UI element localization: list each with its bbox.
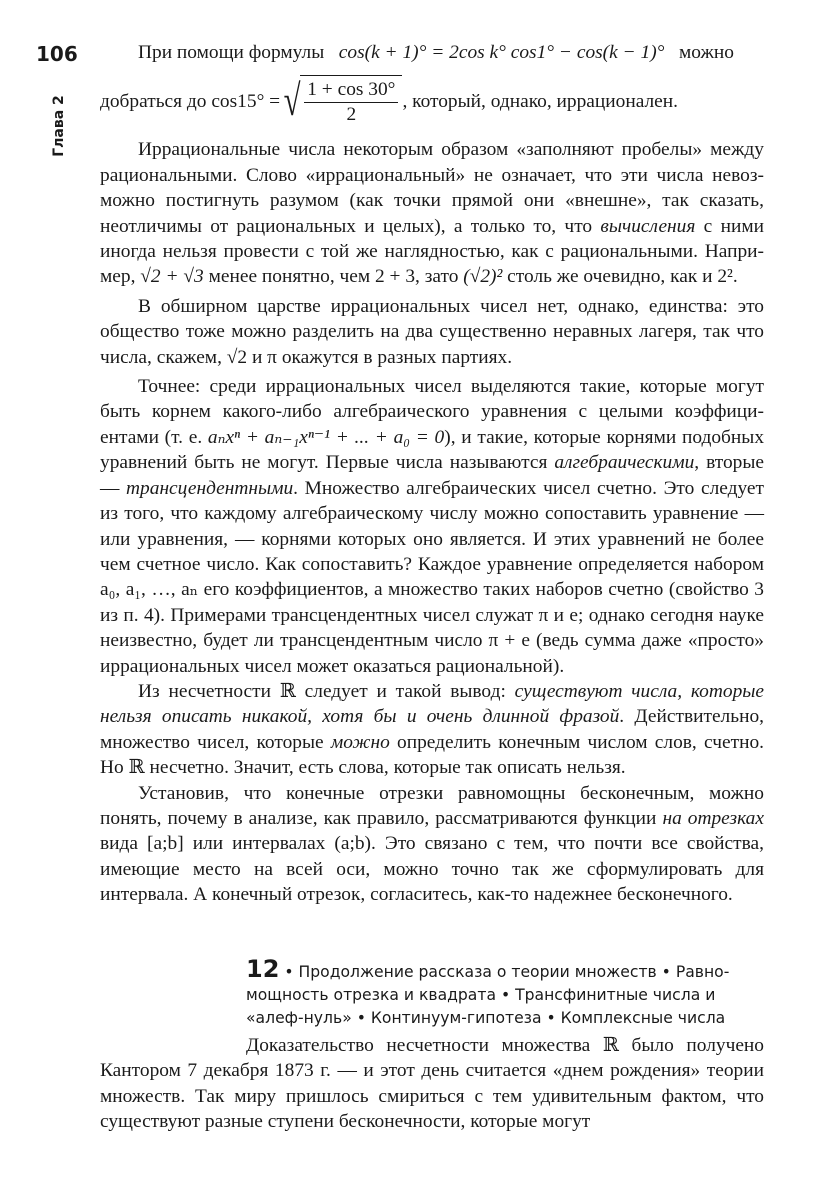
p6-text-a: Установив, что конечные отрезки равномощны бесконечным, можно понять, почему в анализе, как правило, рассматриваются функции bbox=[100, 782, 764, 829]
paragraph-irrational-kingdom: В обширном царстве иррациональных чисел нет, однако, единства: это общество тоже можно разделить на два существенно неравных лагеря, так что числа, скажем, √2 и π окажутся в разных партиях. bbox=[100, 295, 764, 368]
p5-text-b: . Действительно, множество чисел, которые bbox=[100, 706, 765, 753]
polynomial-equation: aₙxⁿ + aₙ₋₁xⁿ⁻¹ + ... + a₀ = 0 bbox=[207, 426, 445, 448]
body-text bbox=[100, 40, 764, 908]
paragraph-irrational-gaps bbox=[100, 137, 764, 289]
paragraph-cantor-proof: Доказательство несчетности множества ℝ было получено Кантором 7 декабря 1873 г. — и этот день считается «днем рождения» теории множеств. Так миру пришлось смириться с тем удивительным фактом, что существуют разные ступени бесконечности, которые могут bbox=[100, 1035, 764, 1133]
section-title: • Продолжение рассказа о теории множеств • Равномощность отрезка и квадрата • Трансфинитные числа и «алеф-нуль» • Континуум-гипотеза • Комплексные числа bbox=[246, 963, 730, 1027]
fraction bbox=[304, 78, 398, 127]
p2-text-b: с ними иногда нельзя провести с той же наглядностью, как с рациональными. Например, bbox=[100, 215, 764, 288]
section-number: 12 bbox=[246, 955, 280, 983]
p4-text-c: , вторые — bbox=[100, 452, 764, 499]
p4-text-a: Точнее: среди иррациональных чисел выделяются такие, которые могут быть корнем какого-либо алгебраического уравнения с целыми коэффициентами (т. е. bbox=[100, 376, 764, 448]
section-body-text bbox=[100, 1033, 764, 1135]
p5-emphasis-can: можно bbox=[330, 731, 390, 753]
p2-emphasis: вычисления bbox=[600, 215, 696, 237]
radical-sign: √ bbox=[283, 76, 301, 126]
term-algebraic: алгебраическими bbox=[554, 452, 695, 474]
formula-intro-text: При помощи формулы bbox=[138, 42, 325, 63]
cos15-formula-line bbox=[100, 65, 764, 137]
p2-text-a: Иррациональные числа некоторым образом «заполняют пробелы» между рациональными. Слово «иррациональный» не означает, что эти числа невозможно постигнуть разумом (как точки прямой они «внешне», так сказать, неотличимы от рациональных и целых), а только то, что bbox=[100, 139, 764, 237]
p2-text-d: столь же очевидно, как и 2². bbox=[502, 266, 738, 288]
square-root-fraction bbox=[280, 75, 402, 127]
page-number: 106 bbox=[36, 42, 78, 66]
p6-text-b: вида [a;b] или интервалах (a;b). Это связано с тем, что почти все свойства, имеющие место на всей оси, можно точно так же сформулировать для интервала. А конечный отрезок, согласитесь, как-то надежнее бесконечного. bbox=[100, 833, 764, 906]
p4-text-d: . Множество алгебраических чисел счетно. Это следует из того, что каждому алгебраическому числу можно сопоставить уравнение — или уравнения, — корнями которых оно является. И этих уравнений не более чем счетное число. Как сопоставить? Каждое уравнение определяется набором a₀, a₁, …, aₙ его коэффициентов, а множество таких наборов счетно (свойство 3 из п. 4). Примерами трансцендентных чисел служат π и e; однако сегодня науке неизвестно, будет ли трансцендентным число π + e (ведь сумма даже «просто» иррациональных чисел может оказаться рациональной). bbox=[100, 477, 764, 677]
p5-text-c: определить конечным числом слов, счетно. Но ℝ несчетно. Значит, есть слова, которые так описать нельзя. bbox=[100, 731, 764, 779]
p4-text-b: ), и такие, которые корнями подобных уравнений быть не могут. Первые числа называются bbox=[100, 426, 765, 474]
paragraph-segments-intervals bbox=[100, 781, 764, 908]
paragraph-formula-intro bbox=[100, 40, 764, 65]
fraction-numerator: 1 + cos 30° bbox=[304, 78, 398, 103]
cosine-recurrence-formula: cos(k + 1)° = 2cos k° cos1° − cos(k − 1)° bbox=[338, 42, 665, 63]
term-transcendental: трансцендентными bbox=[126, 477, 294, 499]
cos15-trail-text: , который, однако, иррационален. bbox=[402, 90, 679, 112]
paragraph-algebraic-transcendental bbox=[100, 374, 764, 679]
p2-text-c: менее понятно, чем 2 + 3, зато bbox=[203, 266, 464, 288]
p6-emphasis: на отрезках bbox=[662, 807, 764, 829]
section-heading bbox=[246, 955, 766, 1030]
formula-intro-end: можно bbox=[678, 42, 734, 63]
cos15-lead-text: добраться до cos15° = bbox=[100, 90, 281, 112]
chapter-label: Глава 2 bbox=[51, 95, 67, 157]
p5-emphasis: существуют числа, которые нельзя описать никакой, хотя бы и очень длинной фразой bbox=[100, 680, 764, 728]
sqrt-squared-expression: (√2)² bbox=[463, 266, 503, 288]
sqrt-sum-expression: √2 + √3 bbox=[140, 266, 204, 288]
fraction-denominator: 2 bbox=[346, 104, 357, 126]
p5-text-a: Из несчетности ℝ следует и такой вывод: bbox=[138, 680, 515, 702]
paragraph-indescribable-numbers bbox=[100, 679, 764, 781]
